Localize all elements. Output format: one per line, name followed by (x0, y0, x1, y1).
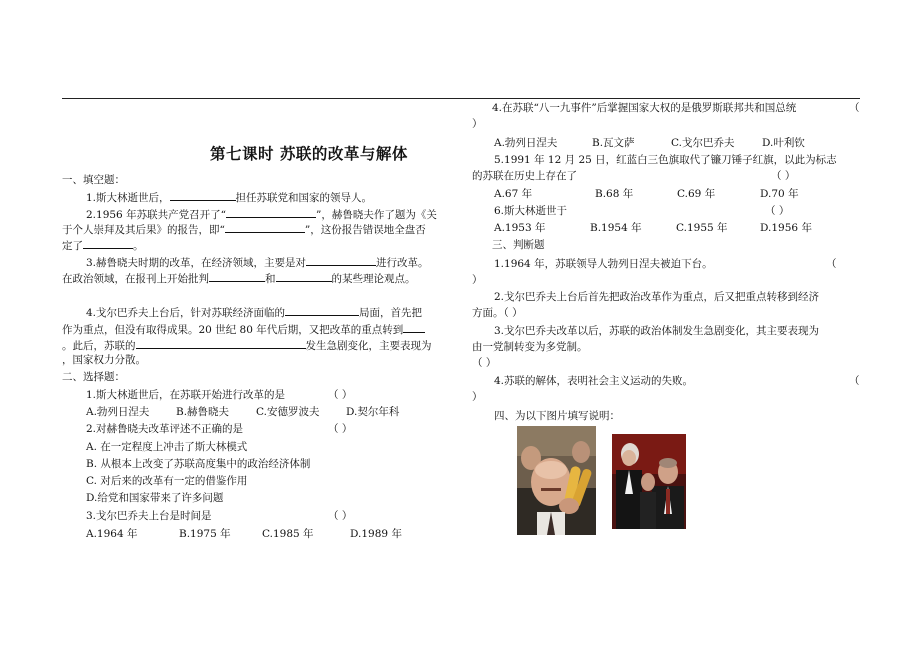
judge-2-cont: 方面。（ ） (472, 307, 523, 319)
section-choice: 二、选择题： (62, 371, 125, 383)
choice-1-paren[interactable]: （ ） (328, 389, 353, 401)
choice-4-paren-close[interactable]: ） (472, 118, 483, 130)
choice-5: 5.1991 年 12 月 25 日，红蓝白三色旗取代了镰刀锤子红旗，以此为标志 (494, 154, 837, 166)
blank[interactable] (136, 337, 306, 349)
leaders-group-photo (612, 434, 686, 529)
choice-4-option-b: B.瓦文萨 (592, 137, 635, 149)
question-2-end: 定了 。 (62, 237, 144, 253)
choice-6: 6.斯大林逝世于 (494, 205, 568, 217)
question-4-end: ，国家权力分散。 (62, 354, 146, 366)
judge-3-paren[interactable]: （ ） (472, 357, 497, 369)
choice-1-option-b: B.赫鲁晓夫 (176, 406, 230, 418)
question-2-cont: 于个人崇拜及其后果》的报告，即“ ”，这份报告错误地全盘否 (62, 221, 426, 237)
choice-2-option-c: C. 对后来的改革有一定的借鉴作用 (86, 475, 248, 487)
choice-5-option-a: A.67 年 (494, 188, 533, 200)
choice-4-option-c: C.戈尔巴乔夫 (671, 137, 735, 149)
choice-1-option-a: A.勃列日涅夫 (86, 406, 150, 418)
choice-5-option-d: D.70 年 (760, 188, 799, 200)
choice-2-option-d: D.给党和国家带来了许多问题 (86, 492, 224, 504)
blank[interactable] (209, 270, 265, 282)
choice-6-option-a: A.1953 年 (494, 222, 546, 234)
choice-3-option-c: C.1985 年 (262, 528, 314, 540)
section-true-false: 三、判断题 (492, 239, 545, 251)
question-3: 3.赫鲁晓夫时期的改革，在经济领域，主要是对 进行改革。 (86, 254, 429, 270)
judge-3: 3.戈尔巴乔夫改革以后，苏联的政治体制发生急剧变化，其主要表现为 (494, 325, 820, 337)
blank[interactable] (226, 206, 316, 218)
choice-5-cont: 的苏联在历史上存在了 (472, 170, 577, 182)
blank[interactable] (170, 189, 236, 201)
choice-4-option-d: D.叶利钦 (762, 137, 805, 149)
choice-6-option-d: D.1956 年 (760, 222, 812, 234)
choice-1-option-d: D.契尔年科 (346, 406, 400, 418)
choice-2: 2.对赫鲁晓夫改革评述不正确的是 (86, 423, 244, 435)
question-4-cont: 作为重点，但没有取得成果。20 世纪 80 年代后期，又把改革的重点转到 (62, 321, 425, 337)
choice-4-option-a: A.勃列日涅夫 (494, 137, 558, 149)
choice-3: 3.戈尔巴乔夫上台是时间是 (86, 510, 212, 522)
blank[interactable] (276, 270, 332, 282)
choice-2-paren[interactable]: （ ） (328, 423, 353, 435)
judge-3-cont: 由一党制转变为多党制。 (472, 341, 588, 353)
choice-1-option-c: C.安德罗波夫 (256, 406, 320, 418)
choice-3-option-b: B.1975 年 (179, 528, 231, 540)
section-fill-in: 一、填空题： (62, 174, 125, 186)
judge-4-paren-close[interactable]: ） (472, 391, 483, 403)
question-3-cont: 在政治领域，在报刊上开始批判 和 的某些理论观点。 (62, 270, 416, 286)
choice-5-option-c: C.69 年 (677, 188, 716, 200)
choice-4-paren-open[interactable]: （ (849, 102, 860, 114)
blank[interactable] (285, 304, 359, 316)
blank[interactable] (403, 321, 425, 333)
question-4: 4.戈尔巴乔夫上台后，针对苏联经济面临的 局面，首先把 (86, 304, 422, 320)
choice-6-option-b: B.1954 年 (590, 222, 642, 234)
page-title: 第七课时 苏联的改革与解体 (210, 145, 408, 163)
choice-6-option-c: C.1955 年 (676, 222, 728, 234)
header-rule (62, 98, 860, 99)
judge-1-paren-close[interactable]: ） (472, 274, 483, 286)
choice-3-option-a: A.1964 年 (86, 528, 138, 540)
question-2: 2.1956 年苏联共产党召开了“ ”，赫鲁晓夫作了题为《关 (86, 206, 437, 222)
choice-5-option-b: B.68 年 (595, 188, 634, 200)
judge-1: 1.1964 年，苏联领导人勃列日涅夫被迫下台。 (494, 258, 713, 270)
choice-5-paren[interactable]: （ ） (771, 170, 796, 182)
choice-3-option-d: D.1989 年 (350, 528, 402, 540)
choice-2-option-a: A. 在一定程度上冲击了斯大林模式 (86, 441, 248, 453)
choice-3-paren[interactable]: （ ） (328, 510, 353, 522)
question-4-cont2: 。此后，苏联的 发生急剧变化，主要表现为 (62, 337, 432, 353)
blank[interactable] (83, 237, 133, 249)
judge-1-paren-open[interactable]: （ (826, 258, 837, 270)
choice-4: 4.在苏联“八一九事件”后掌握国家大权的是俄罗斯联邦共和国总统 (492, 102, 797, 114)
judge-2: 2.戈尔巴乔夫上台后首先把政治改革作为重点，后又把重点转移到经济 (494, 291, 820, 303)
choice-1: 1.斯大林逝世后，在苏联开始进行改革的是 (86, 389, 286, 401)
blank[interactable] (306, 254, 376, 266)
judge-4: 4.苏联的解体，表明社会主义运动的失败。 (494, 375, 694, 387)
khrushchev-corn-photo (517, 426, 596, 535)
section-picture-caption: 四、为以下图片填写说明： (494, 410, 620, 422)
choice-6-paren[interactable]: （ ） (765, 205, 790, 217)
question-1: 1.斯大林逝世后， 担任苏联党和国家的领导人。 (86, 189, 372, 205)
blank[interactable] (225, 221, 305, 233)
choice-2-option-b: B. 从根本上改变了苏联高度集中的政治经济体制 (86, 458, 311, 470)
judge-4-paren-open[interactable]: （ (849, 375, 860, 387)
